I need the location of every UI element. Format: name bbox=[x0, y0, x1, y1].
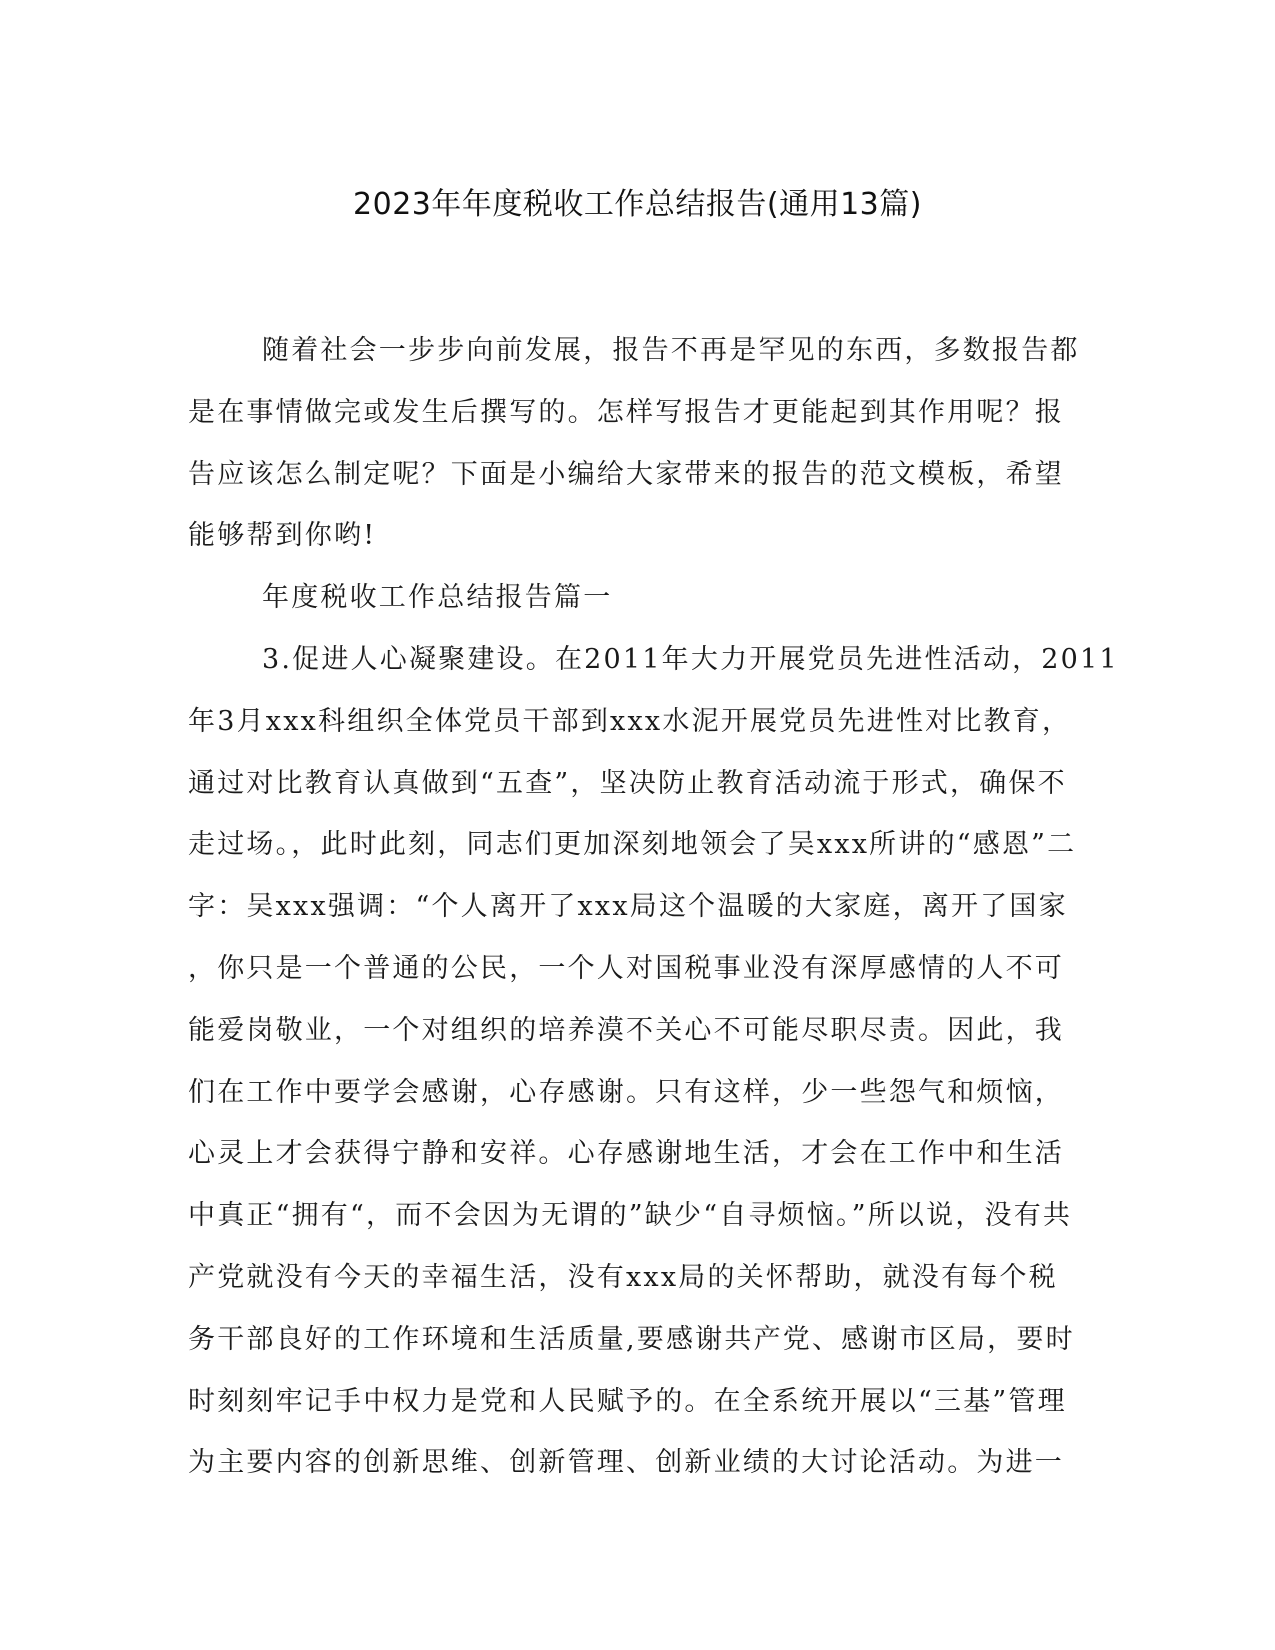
section-heading: 年度税收工作总结报告篇一 bbox=[262, 582, 613, 614]
paragraph-body-line-11: 产党就没有今天的幸福生活，没有xxx局的关怀帮助，就没有每个税 bbox=[188, 1261, 1058, 1293]
paragraph-body-line-2: 年3月xxx科组织全体党员干部到xxx水泥开展党员先进性对比教育， bbox=[188, 705, 1072, 737]
paragraph-body-line-4: 走过场。，此时此刻，同志们更加深刻地领会了吴xxx所讲的“感恩”二 bbox=[188, 829, 1077, 861]
paragraph-body-line-10: 中真正“拥有“，而不会因为无谓的”缺少“自寻烦恼。”所以说，没有共 bbox=[188, 1200, 1073, 1232]
paragraph-body-line-14: 为主要内容的创新思维、创新管理、创新业绩的大讨论活动。为进一 bbox=[188, 1447, 1064, 1479]
document-body bbox=[188, 320, 1119, 1494]
paragraph-body-line-5: 字：吴xxx强调：“个人离开了xxx局这个温暖的大家庭，离开了国家 bbox=[188, 891, 1068, 923]
paragraph-body-line-6: ，你只是一个普通的公民，一个人对国税事业没有深厚感情的人不可 bbox=[188, 952, 1064, 984]
paragraph-body-line-8: 们在工作中要学会感谢，心存感谢。只有这样，少一些怨气和烦恼， bbox=[188, 1076, 1064, 1108]
paragraph-intro-line-4: 能够帮到你哟! bbox=[188, 520, 377, 552]
paragraph-body-line-7: 能爱岗敬业，一个对组织的培养漠不关心不可能尽职尽责。因此，我 bbox=[188, 1014, 1064, 1046]
paragraph-body-line-3: 通过对比教育认真做到“五查”，坚决防止教育活动流于形式，确保不 bbox=[188, 767, 1067, 799]
paragraph-intro-line-2: 是在事情做完或发生后撰写的。怎样写报告才更能起到其作用呢？报 bbox=[188, 396, 1064, 428]
paragraph-body-line-13: 时刻刻牢记手中权力是党和人民赋予的。在全系统开展以“三基”管理 bbox=[188, 1385, 1067, 1417]
paragraph-intro-line-1: 随着社会一步步向前发展，报告不再是罕见的东西，多数报告都 bbox=[262, 335, 1080, 366]
paragraph-body-line-1: 3.促进人心凝聚建设。在2011年大力开展党员先进性活动，2011 bbox=[262, 643, 1119, 675]
paragraph-intro-line-3: 告应该怎么制定呢？下面是小编给大家带来的报告的范文模板，希望 bbox=[188, 458, 1064, 490]
paragraph-body-line-9: 心灵上才会获得宁静和安祥。心存感谢地生活，才会在工作中和生活 bbox=[188, 1138, 1064, 1170]
paragraph-body-line-12: 务干部良好的工作环境和生活质量,要感谢共产党、感谢市区局，要时 bbox=[188, 1323, 1075, 1355]
document-title: 2023年年度税收工作总结报告(通用13篇) bbox=[353, 187, 922, 222]
